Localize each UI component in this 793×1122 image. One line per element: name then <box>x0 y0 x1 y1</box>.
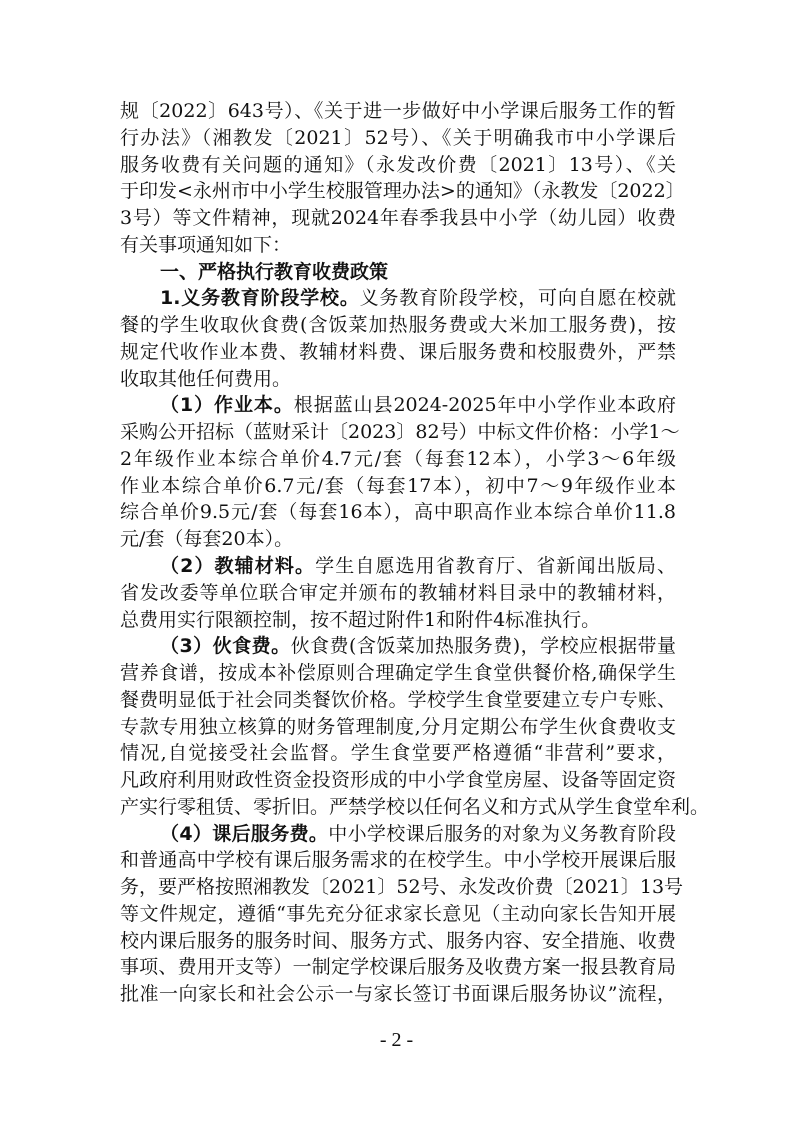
paragraph-title: （2）教辅材料。 <box>160 555 316 577</box>
page-number: - 2 - <box>379 1029 414 1051</box>
body-line: 3号）等文件精神，现就2024年春季我县中小学（幼儿园）收费 <box>120 207 676 230</box>
body-line: 营养食谱，按成本补偿原则合理确定学生食堂供餐价格,确保学生 <box>120 662 676 685</box>
paragraph-title: （4）课后服务费。 <box>160 822 329 845</box>
body-line: 作业本综合单价6.7元/套（每套17本），初中7～9年级作业本 <box>120 474 676 497</box>
body-line: 规〔2022〕643号）、《关于进一步做好中小学课后服务工作的暂 <box>120 100 676 122</box>
section-heading: 一、严格执行教育收费政策 <box>160 260 389 283</box>
body-line: 省发改委等单位联合审定并颁布的教辅材料目录中的教辅材料， <box>120 581 676 604</box>
paragraph-first-line <box>160 821 676 848</box>
body-line: 收取其他任何费用。 <box>120 367 292 390</box>
paragraph-text: 义务教育阶段学校，可向自愿在校就 <box>359 287 676 310</box>
paragraph-first-line <box>160 285 676 312</box>
body-line: 和普通高中学校有课后服务需求的在校学生。中小学校开展课后服 <box>120 849 676 872</box>
paragraph-first-line <box>160 633 676 660</box>
body-line: 于印发<永州市中小学生校服管理办法>的通知》（永教发〔2022〕 <box>120 180 685 203</box>
paragraph-title: 1.义务教育阶段学校。 <box>160 287 360 310</box>
body-line: 事项、费用开支等）一制定学校课后服务及收费方案一报县教育局 <box>120 956 676 979</box>
paragraph-text: 伙食费(含饭菜加热服务费)，学校应根据带量 <box>290 635 676 658</box>
body-line: 总费用实行限额控制，按不超过附件1和附件4标准执行。 <box>120 608 601 631</box>
paragraph-text: 根据蓝山县2024-2025年中小学作业本政府 <box>293 394 676 417</box>
body-line: 行办法》（湘教发〔2021〕52号）、《关于明确我市中小学课后 <box>120 126 676 149</box>
paragraph-text: 学生自愿选用省教育厅、省新闻出版局、 <box>315 555 676 577</box>
paragraph-first-line <box>160 392 676 419</box>
paragraph-first-line <box>160 553 676 580</box>
body-line: 务，要严格按照湘教发〔2021〕52号、永发改价费〔2021〕13号 <box>120 876 684 899</box>
body-line: 有关事项通知如下： <box>120 233 292 256</box>
body-line: 凡政府利用财政性资金投资形成的中小学食堂房屋、设备等固定资 <box>120 769 676 792</box>
body-line: 服务收费有关问题的通知》（永发改价费〔2021〕13号）、《关 <box>120 153 676 176</box>
body-line: 专款专用独立核算的财务管理制度,分月定期公布学生伙食费收支 <box>120 715 676 738</box>
body-line: 餐费明显低于社会同类餐饮价格。学校学生食堂要建立专户专账、 <box>120 688 676 711</box>
body-line: 2年级作业本综合单价4.7元/套（每套12本），小学3～6年级 <box>120 447 676 470</box>
paragraph-title: （1）作业本。 <box>160 394 294 417</box>
body-line: 批准一向家长和社会公示一与家长签订书面课后服务协议”流程， <box>120 983 676 1006</box>
paragraph-title: （3）伙食费。 <box>160 635 291 658</box>
body-line: 元/套（每套20本）。 <box>120 528 294 551</box>
paragraph-text: 中小学校课后服务的对象为义务教育阶段 <box>328 822 676 845</box>
body-line: 餐的学生收取伙食费(含饭菜加热服务费或大米加工服务费)，按 <box>120 314 676 337</box>
body-line: 校内课后服务的服务时间、服务方式、服务内容、安全措施、收费 <box>120 929 676 952</box>
body-line: 产实行零租赁、零折旧。严禁学校以任何名义和方式从学生食堂牟利。 <box>120 795 710 818</box>
body-line: 等文件规定，遵循“事先充分征求家长意见（主动向家长告知开展 <box>120 902 676 925</box>
body-line: 规定代收作业本费、教辅材料费、课后服务费和校服费外，严禁 <box>120 340 676 363</box>
body-line: 采购公开招标（蓝财采计〔2023〕82号）中标文件价格：小学1～ <box>120 421 680 444</box>
body-line: 情况,自觉接受社会监督。学生食堂要严格遵循“非营利”要求， <box>120 742 676 765</box>
body-line: 综合单价9.5元/套（每套16本），高中职高作业本综合单价11.8 <box>120 501 676 524</box>
